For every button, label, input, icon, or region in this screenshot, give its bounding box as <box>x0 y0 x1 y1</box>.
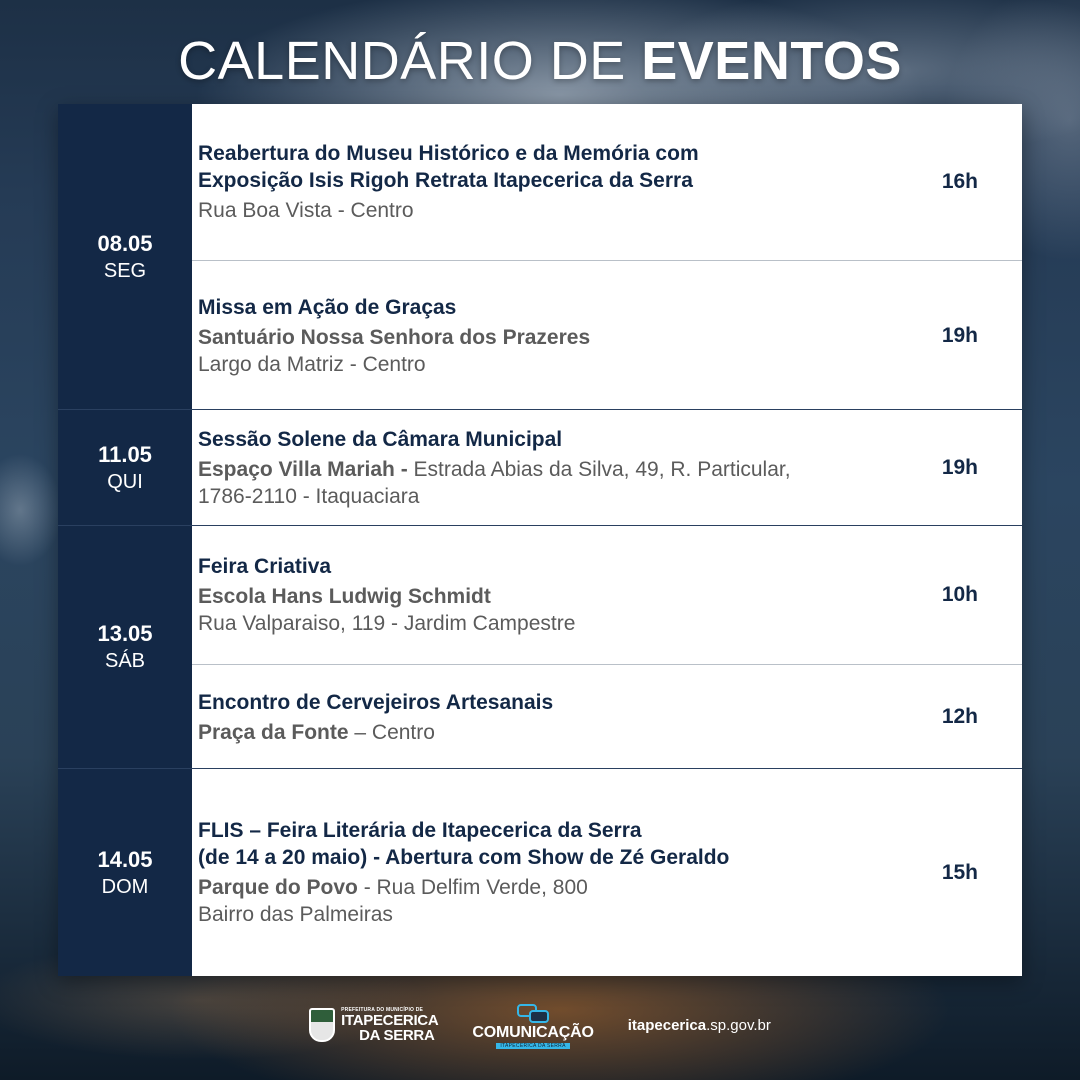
events-list <box>192 104 1022 409</box>
footer <box>0 990 1080 1060</box>
events-table <box>58 104 1022 976</box>
event-address: Largo da Matriz - Centro <box>198 352 426 376</box>
date-cell <box>58 410 192 525</box>
event-time: 19h <box>941 323 978 347</box>
date-cell <box>58 769 192 976</box>
date-label: 13.05 <box>97 621 153 646</box>
prefeitura-small: PREFEITURA DO MUNICÍPIO DE <box>341 1006 424 1013</box>
coat-of-arms-icon <box>309 1008 335 1042</box>
event-time: 19h <box>941 456 978 479</box>
event-address: Rua Valparaiso, 119 - Jardim Campestre <box>198 612 576 635</box>
comunicacao-logo <box>472 1002 593 1049</box>
venue-address: – Centro <box>348 720 435 744</box>
date-label: 14.05 <box>97 846 153 872</box>
event-time: 12h <box>941 705 978 728</box>
weekday-label: DOM <box>101 875 149 898</box>
site-bold: itapecerica <box>627 1016 707 1034</box>
chat-bubbles-icon <box>515 1002 551 1024</box>
weekday-label: SÁB <box>104 650 146 672</box>
event-venue <box>198 719 892 746</box>
event-title: Reabertura do Museu Histórico e da Memória com <box>198 142 699 165</box>
date-cell <box>58 526 192 768</box>
day-group-1305 <box>58 526 1022 769</box>
event-row <box>192 410 1022 526</box>
events-list <box>192 769 1022 976</box>
event-venue <box>198 456 892 483</box>
event-venue: Escola Hans Ludwig Schmidt <box>198 585 491 608</box>
events-list <box>192 410 1022 525</box>
event-address: 1786-2110 - Itaquaciara <box>198 485 420 508</box>
event-row <box>192 526 1022 664</box>
venue-name: Parque do Povo <box>198 876 358 899</box>
event-address: Rua Boa Vista - Centro <box>198 199 414 222</box>
comunicacao-sub: ITAPECERICA DA SERRA <box>496 1043 569 1049</box>
title-bold: EVENTOS <box>641 31 902 91</box>
event-title: Sessão Solene da Câmara Municipal <box>198 428 563 451</box>
event-time: 16h <box>941 170 978 193</box>
weekday-label: SEG <box>103 259 147 282</box>
event-time: 10h <box>941 583 978 606</box>
event-title: Missa em Ação de Graças <box>198 295 457 319</box>
date-label: 11.05 <box>98 441 152 467</box>
event-title: Encontro de Cervejeiros Artesanais <box>198 690 554 714</box>
event-title: Feira Criativa <box>198 555 332 578</box>
venue-name: Espaço Villa Mariah - <box>198 458 408 481</box>
date-label: 08.05 <box>97 230 153 256</box>
event-row <box>192 104 1022 260</box>
date-cell <box>58 104 192 409</box>
event-row <box>192 664 1022 769</box>
site-rest: .sp.gov.br <box>706 1016 771 1034</box>
venue-address: Estrada Abias da Silva, 49, R. Particular, <box>407 458 791 481</box>
day-group-1405 <box>58 769 1022 976</box>
event-venue: Santuário Nossa Senhora dos Prazeres <box>198 325 591 349</box>
events-list <box>192 526 1022 768</box>
venue-address: - Rua Delfim Verde, 800 <box>357 876 588 899</box>
title-light: CALENDÁRIO DE <box>178 31 626 91</box>
event-title-cont: (de 14 a 20 maio) - Abertura com Show de Zé Geraldo <box>198 846 730 869</box>
page-title <box>0 30 1080 92</box>
event-row <box>192 769 1022 976</box>
event-address: Bairro das Palmeiras <box>198 903 393 926</box>
venue-name: Praça da Fonte <box>198 720 349 744</box>
event-time: 15h <box>941 860 978 884</box>
event-row <box>192 260 1022 410</box>
prefeitura-logo <box>309 1008 438 1043</box>
prefeitura-line1: ITAPECERICA <box>341 1011 439 1029</box>
day-group-1105 <box>58 410 1022 526</box>
website-link[interactable] <box>628 1017 771 1034</box>
event-title-cont: Exposição Isis Rigoh Retrata Itapecerica da Serra <box>198 169 693 192</box>
comunicacao-name: COMUNICAÇÃO <box>472 1023 594 1041</box>
prefeitura-line2: DA SERRA <box>359 1026 435 1044</box>
day-group-0805 <box>58 104 1022 410</box>
event-venue <box>198 874 892 901</box>
event-title: FLIS – Feira Literária de Itapecerica da Serra <box>198 819 642 842</box>
weekday-label: QUI <box>107 470 143 493</box>
